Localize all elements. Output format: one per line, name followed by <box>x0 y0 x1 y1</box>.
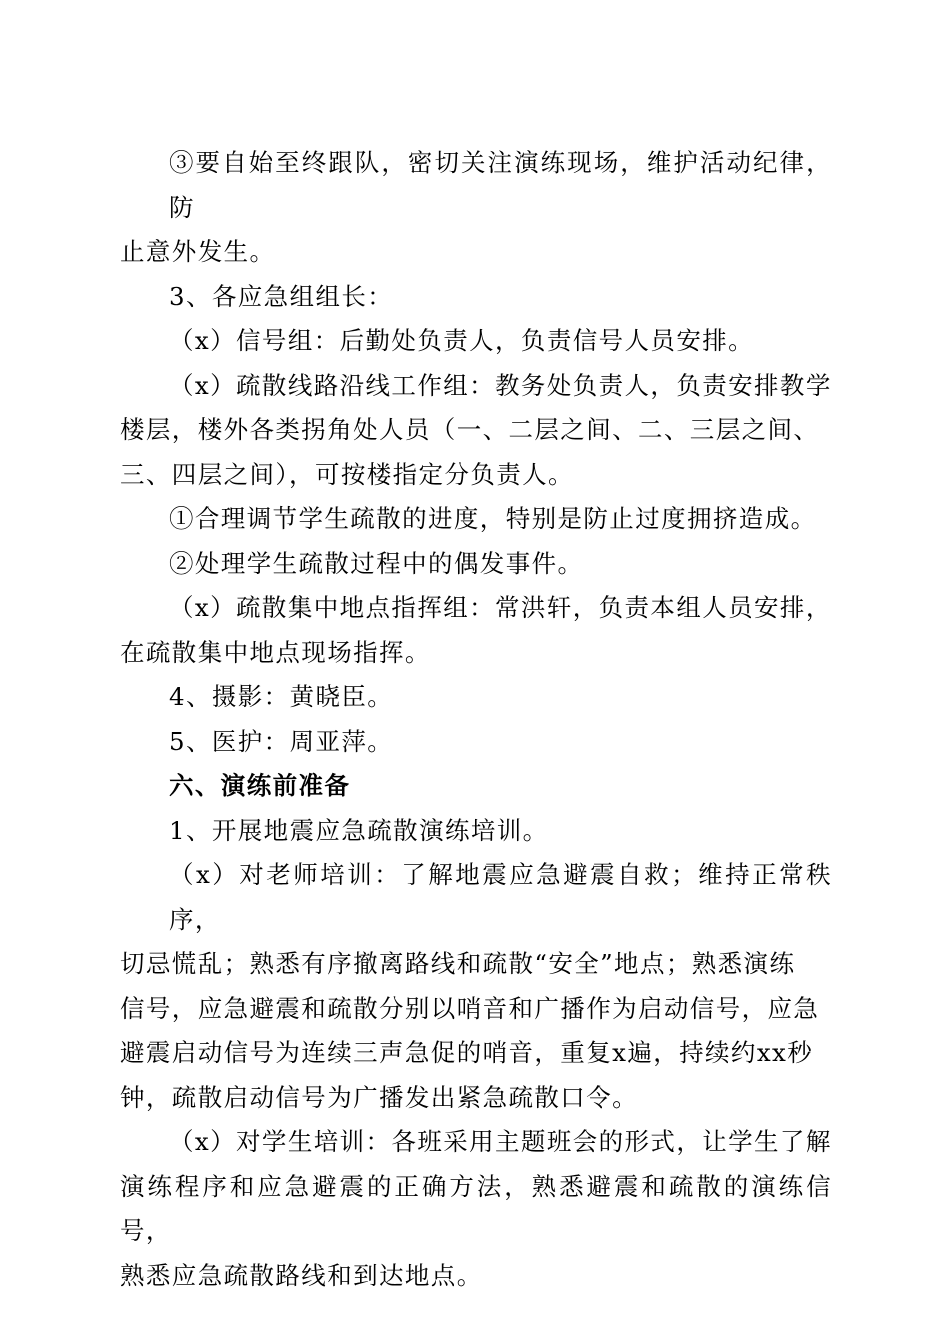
text-line: （x）疏散集中地点指挥组：常洪轩，负责本组人员安排， <box>169 593 832 622</box>
document-body <box>120 141 832 1298</box>
text-line: 4、摄影：黄晓臣。 <box>169 682 394 711</box>
text-line: 切忌慌乱；熟悉有序撤离路线和疏散“安全”地点；熟悉演练 <box>120 949 796 978</box>
text-line: ②处理学生疏散过程中的偶发事件。 <box>169 548 584 578</box>
text-line: ①合理调节学生疏散的进度，特别是防止过度拥挤造成。 <box>169 504 817 533</box>
text-line: ③要自始至终跟队，密切关注演练现场，维护活动纪律，防 <box>169 148 832 222</box>
text-line: （x）信号组：后勤处负责人，负责信号人员安排。 <box>169 326 755 355</box>
text-line: 信号，应急避震和疏散分别以哨音和广播作为启动信号，应急 <box>120 993 820 1023</box>
text-line: 5、医护：周亚萍。 <box>169 726 394 756</box>
paragraph <box>120 586 832 675</box>
text-line: 楼层，楼外各类拐角处人员（一、二层之间、二、三层之间、 <box>120 415 820 444</box>
paragraph <box>120 1120 832 1298</box>
text-line: 3、各应急组组长： <box>169 281 394 311</box>
text-line: 三、四层之间），可按楼指定分负责人。 <box>120 459 574 489</box>
text-line: （x）对老师培训：了解地震应急避震自救；维持正常秩序， <box>169 860 832 934</box>
paragraph <box>120 275 832 320</box>
paragraph <box>120 542 832 587</box>
text-line: （x）对学生培训：各班采用主题班会的形式，让学生了解 <box>169 1127 832 1156</box>
paragraph <box>120 720 832 765</box>
text-line: 1、开展地震应急疏散演练培训。 <box>169 815 549 845</box>
text-line: （x）疏散线路沿线工作组：教务处负责人，负责安排教学 <box>169 370 832 400</box>
paragraph <box>120 675 832 720</box>
paragraph <box>120 141 832 275</box>
text-line: 止意外发生。 <box>120 237 276 266</box>
paragraph <box>120 364 832 498</box>
paragraph <box>120 319 832 364</box>
paragraph <box>120 853 832 1120</box>
text-line: 熟悉应急疏散路线和到达地点。 <box>120 1260 483 1290</box>
paragraph <box>120 497 832 542</box>
text-line: 在疏散集中地点现场指挥。 <box>120 637 431 667</box>
text-line: 钟，疏散启动信号为广播发出紧急疏散口令。 <box>120 1082 638 1112</box>
paragraph <box>120 809 832 854</box>
section-heading <box>120 764 832 809</box>
heading-text: 六、演练前准备 <box>169 771 351 800</box>
text-line: 避震启动信号为连续三声急促的哨音，重复x遍，持续约xx秒 <box>120 1038 814 1067</box>
text-line: 演练程序和应急避震的正确方法，熟悉避震和疏散的演练信号， <box>120 1171 832 1245</box>
